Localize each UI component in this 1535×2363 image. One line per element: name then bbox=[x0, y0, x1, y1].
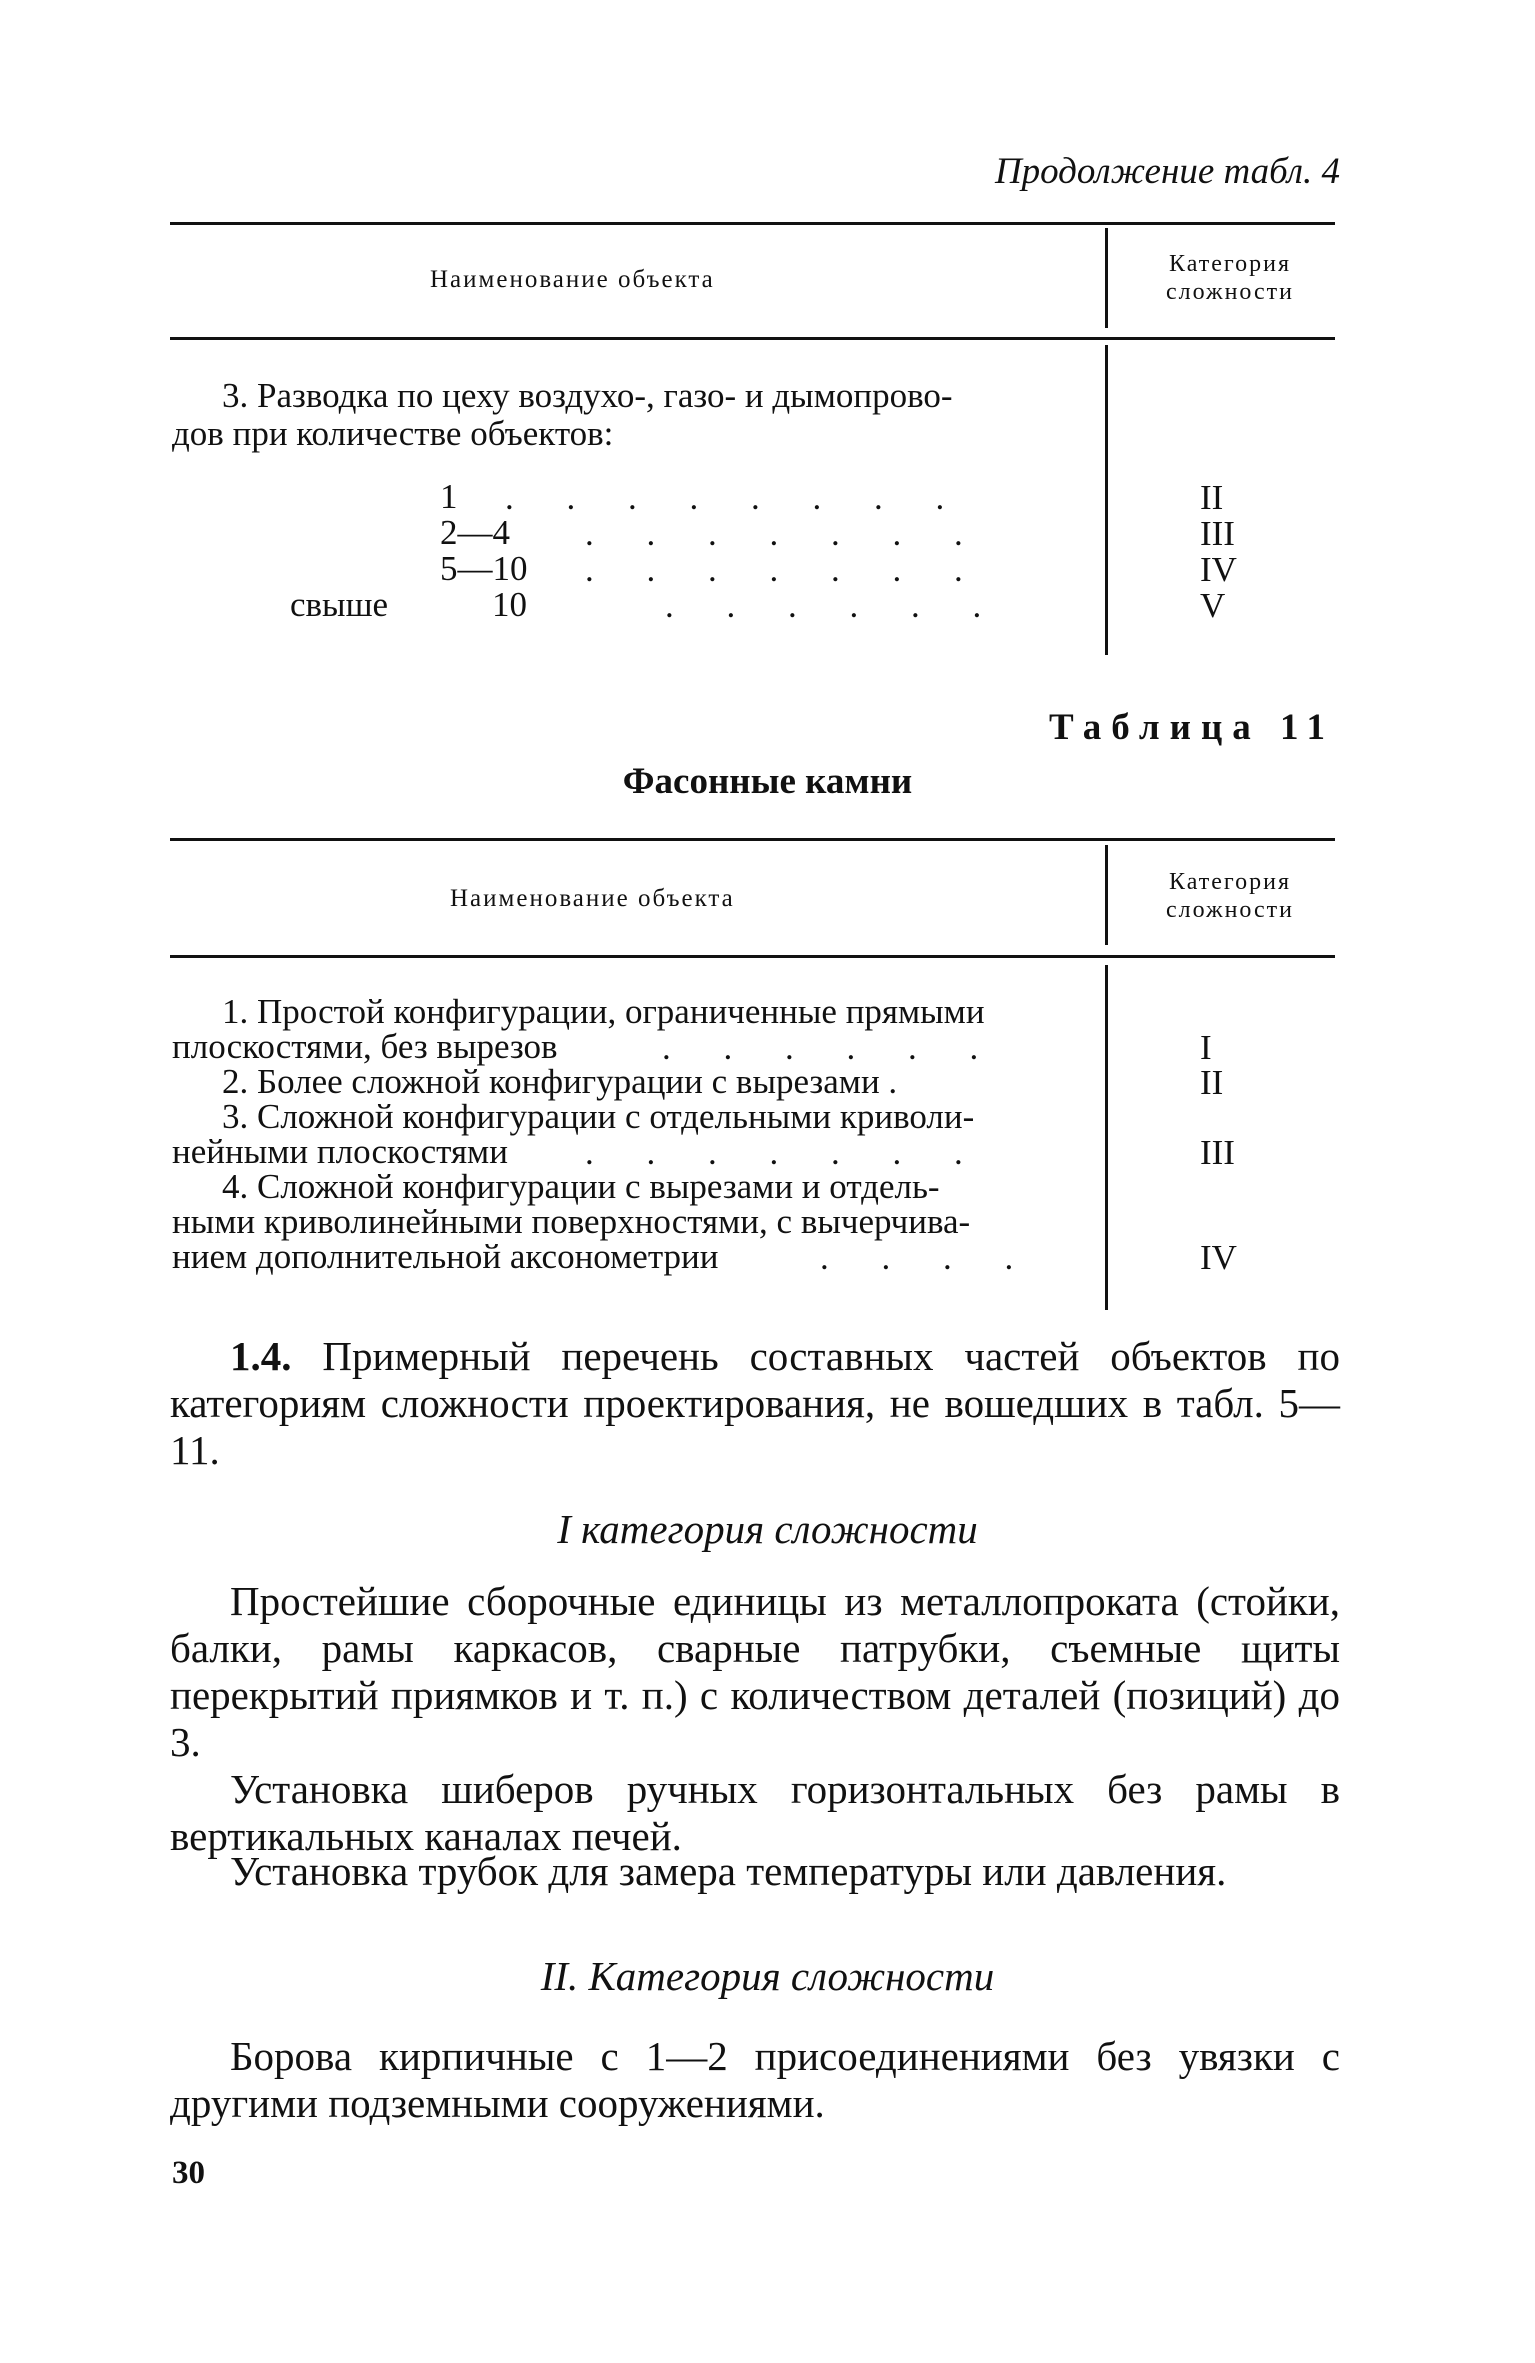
paragraph-4-text: Борова кирпичные с 1—2 присоединениями без увязки с другими подземными сооружениями. bbox=[170, 2033, 1340, 2126]
paragraph-2-text: Установка шиберов ручных горизонтальных без рамы в вертикальных каналах печей. bbox=[170, 1766, 1340, 1859]
table11-col-name: Наименование объекта bbox=[450, 885, 735, 912]
leader-dots: . . . . . . bbox=[665, 586, 1004, 625]
table11-body-divider bbox=[1105, 965, 1108, 1310]
section-text: Примерный перечень составных частей объектов по категориям сложности проектирования, не вошедших в табл. 5—11. bbox=[170, 1333, 1340, 1473]
table4-row-category: III bbox=[1200, 514, 1235, 553]
table11-title: Фасонные камни bbox=[622, 761, 913, 802]
table11-line: ными криволинейными поверхностями, с вычерчива- bbox=[172, 1202, 971, 1241]
heading-category-2: II. Категория сложности bbox=[540, 1953, 995, 1999]
table11-line: 2. Более сложной конфигурации с вырезами . bbox=[222, 1062, 898, 1101]
table11-line: нейными плоскостями bbox=[172, 1132, 508, 1171]
paragraph-1-text: Простейшие сборочные единицы из металлопроката (стойки, балки, рамы каркасов, сварные патрубки, съемные щиты перекрытий приямков и т. п.) с количеством деталей (позиций) до 3. bbox=[170, 1578, 1340, 1765]
table4-col-name: Наименование объекта bbox=[430, 266, 715, 293]
table11-category: IV bbox=[1200, 1238, 1237, 1277]
table4-row-count: 10 bbox=[492, 585, 527, 624]
table4-row-category: V bbox=[1200, 586, 1226, 625]
paragraph-3 bbox=[170, 1848, 1340, 1895]
table11-number: Таблица 11 bbox=[1049, 707, 1335, 748]
table4-header-divider bbox=[1105, 228, 1108, 328]
paragraph-4 bbox=[170, 2033, 1340, 2127]
continuation-caption: Продолжение табл. 4 bbox=[994, 151, 1340, 192]
table11-line: 3. Сложной конфигурации с отдельными криволи- bbox=[222, 1097, 975, 1136]
section-1-4 bbox=[170, 1333, 1340, 1474]
table4-row-count: 5—10 bbox=[440, 549, 528, 588]
table4-row-count: 1 bbox=[440, 477, 458, 516]
table11-category: II bbox=[1200, 1063, 1224, 1102]
heading-category-1: I категория сложности bbox=[557, 1506, 978, 1552]
leader-dots: . . . . bbox=[820, 1238, 1036, 1277]
table11-line: 4. Сложной конфигурации с вырезами и отдель- bbox=[222, 1167, 940, 1206]
table4-col-category-line1: Категория bbox=[1169, 251, 1291, 277]
table11-line: 1. Простой конфигурации, ограниченные прямыми bbox=[222, 992, 985, 1031]
table4-top-rule bbox=[170, 222, 1335, 225]
table4-row-category: IV bbox=[1200, 550, 1237, 589]
table11-line: плоскостями, без вырезов bbox=[172, 1027, 558, 1066]
table11-col-category-line1: Категория bbox=[1169, 869, 1291, 895]
table11-category: I bbox=[1200, 1028, 1212, 1067]
table11-col-category bbox=[1125, 868, 1335, 924]
table4-body-divider bbox=[1105, 345, 1108, 655]
leader-dots: . . . . . . . bbox=[585, 550, 985, 589]
table4-col-category-line2: сложности bbox=[1165, 279, 1295, 305]
table11-header-divider bbox=[1105, 845, 1108, 945]
table4-col-category bbox=[1125, 250, 1335, 306]
paragraph-2 bbox=[170, 1766, 1340, 1860]
leader-dots: . . . . . . bbox=[662, 1028, 1001, 1067]
page-number: 30 bbox=[172, 2155, 205, 2191]
table4-item3-line1: 3. Разводка по цеху воздухо-, газо- и дымопрово- bbox=[222, 376, 953, 415]
table11-col-category-line2: сложности bbox=[1165, 897, 1295, 923]
leader-dots: . . . . . . . bbox=[585, 514, 985, 553]
table4-row-count: 2—4 bbox=[440, 513, 510, 552]
table11-top-rule bbox=[170, 838, 1335, 841]
section-number: 1.4. bbox=[230, 1333, 292, 1379]
table11-category: III bbox=[1200, 1133, 1235, 1172]
paragraph-1 bbox=[170, 1578, 1340, 1766]
table4-header-rule bbox=[170, 337, 1335, 340]
table11-header-rule bbox=[170, 955, 1335, 958]
table4-item3-line2: дов при количестве объектов: bbox=[172, 414, 614, 453]
table11-line: нием дополнительной аксонометрии bbox=[172, 1237, 719, 1276]
table4-row-category: II bbox=[1200, 478, 1224, 517]
paragraph-3-text: Установка трубок для замера температуры или давления. bbox=[230, 1848, 1227, 1894]
table4-row-prefix: свыше bbox=[290, 585, 389, 624]
leader-dots: . . . . . . . . bbox=[505, 478, 967, 517]
leader-dots: . . . . . . . bbox=[585, 1133, 985, 1172]
